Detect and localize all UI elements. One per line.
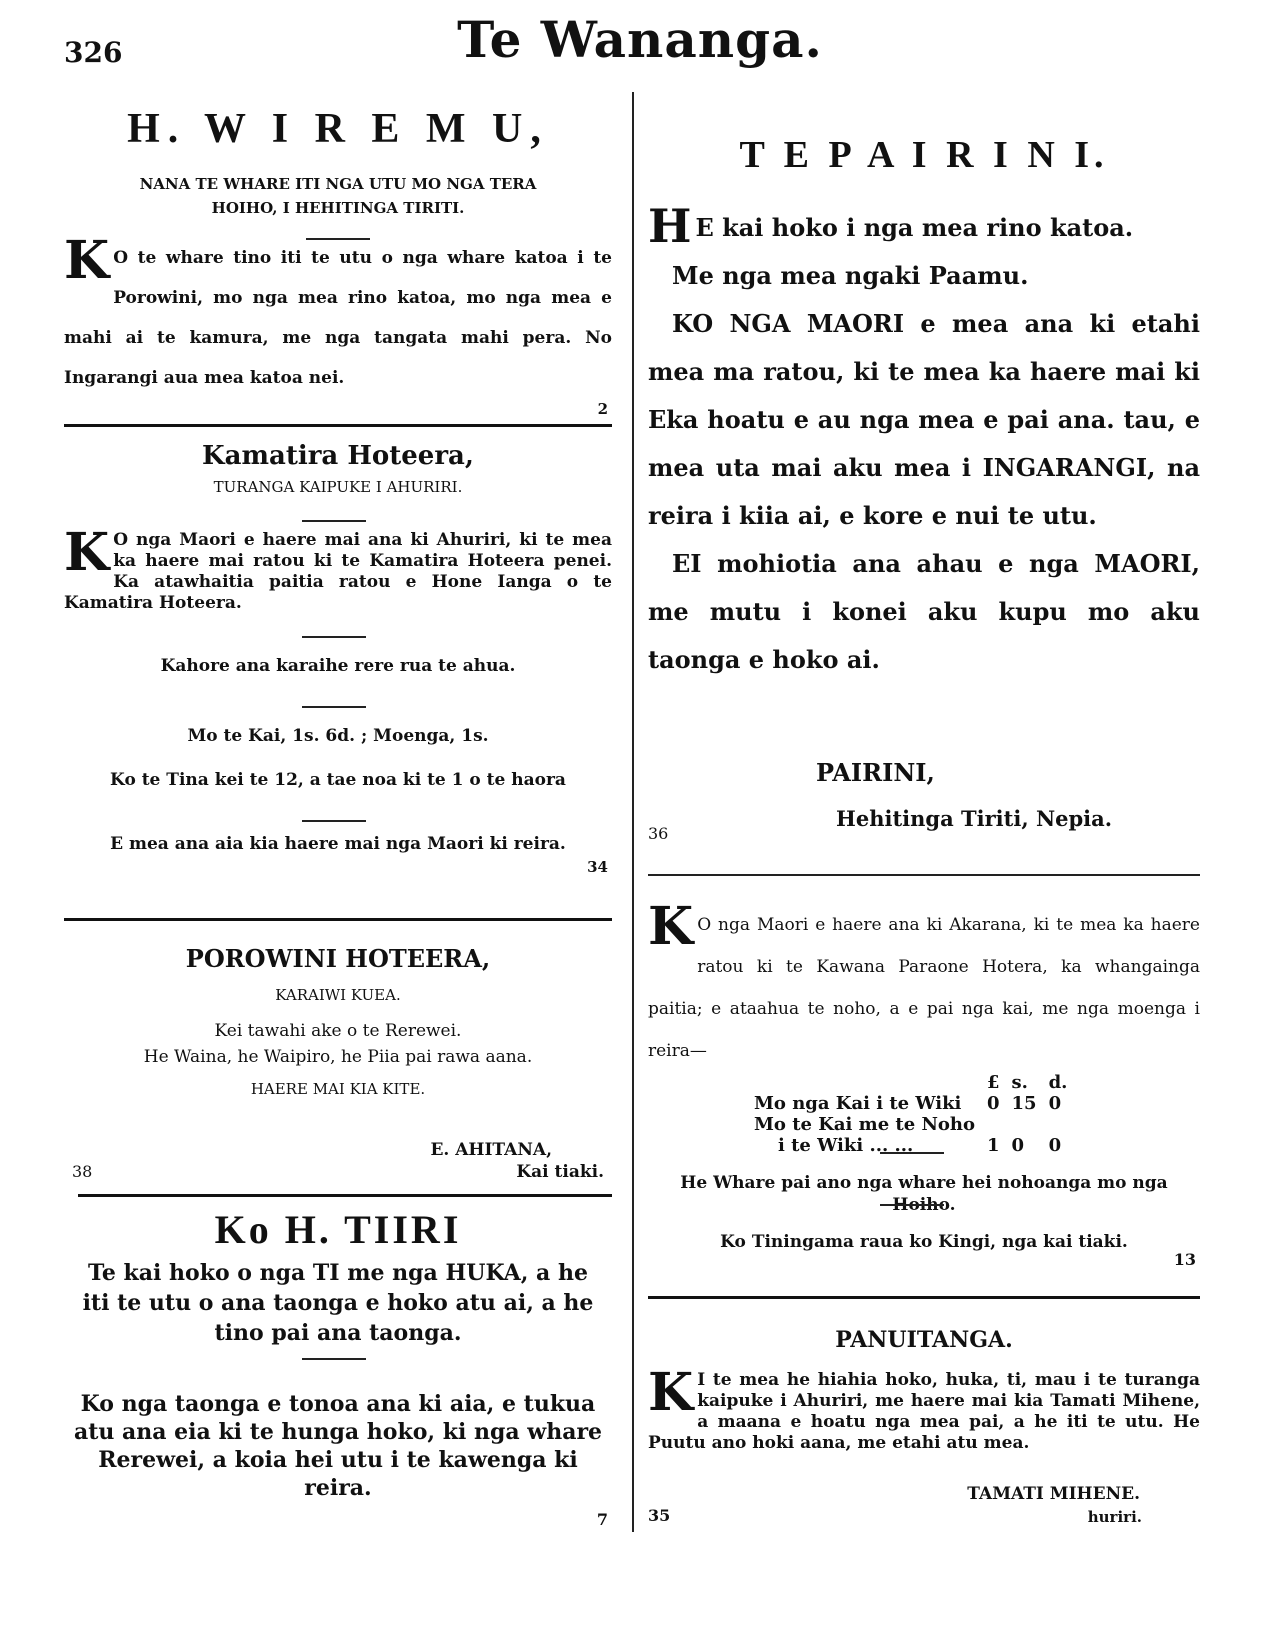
cell: 0 xyxy=(1011,1135,1025,1156)
dropcap: K xyxy=(648,1362,694,1423)
cell: 0 xyxy=(1048,1135,1062,1156)
ad-tiiri-body-2: Ko nga taonga e tonoa ana ki aia, e tukua atu ana eia ki te hunga hoko, ki nga whare Rerewei, a koia hei utu i te kawenga ki reira. xyxy=(73,1391,603,1501)
dropcap: K xyxy=(64,230,110,291)
divider xyxy=(302,706,366,708)
ad-kawana xyxy=(648,896,1200,1269)
ad-pairini-sign-1: PAIRINI, xyxy=(816,758,935,787)
ad-porowini-line-3: HAERE MAI KIA KITE. xyxy=(250,1080,426,1098)
ad-kamatira-subtitle: TURANGA KAIPUKE I AHURIRI. xyxy=(213,478,463,496)
divider xyxy=(302,1358,366,1360)
dropcap: K xyxy=(648,896,694,957)
ad-kawana-line-1: He Whare pai ano nga whare hei nohoanga mo nga Hoiho. xyxy=(680,1173,1168,1215)
section-rule xyxy=(64,424,612,427)
ad-number: 13 xyxy=(1173,1250,1196,1269)
ad-number: 36 xyxy=(648,824,669,843)
row-label: Mo te Kai me te Noho xyxy=(754,1114,975,1135)
row-label: i te Wiki ... ... xyxy=(778,1135,914,1156)
ad-kamatira-line-4: E mea ana aia kia haere mai nga Maori ki reira. xyxy=(110,834,566,854)
ad-porowini-subtitle: KARAIWI KUEA. xyxy=(275,986,401,1004)
ad-panuitanga-sign-1: TAMATI MIHENE. xyxy=(967,1484,1140,1504)
ad-tiiri xyxy=(64,1206,612,1529)
page-number: 326 xyxy=(64,36,123,69)
ad-porowini-sign-2: Kai tiaki. xyxy=(516,1162,604,1182)
ad-number: 35 xyxy=(648,1506,671,1525)
section-rule xyxy=(64,918,612,921)
ad-pairini-body-2: EI mohiotia ana ahau e nga MAORI, me mutu i konei aku kupu mo aku taonga e hoko ai. xyxy=(648,549,1200,674)
row-label: Mo nga Kai i te Wiki xyxy=(754,1093,962,1114)
divider xyxy=(302,820,366,822)
ad-kawana-body xyxy=(648,896,1200,1072)
ad-porowini-title: POROWINI HOTEERA, xyxy=(185,944,491,973)
column-divider xyxy=(632,92,634,1532)
ad-porowini-line-2: He Waina, he Waipiro, he Piia pai rawa aana. xyxy=(143,1047,533,1067)
ad-pairini-title: T E P A I R I N I. xyxy=(739,134,1109,176)
table-row xyxy=(748,1114,1073,1135)
ad-kamatira-line-3: Ko te Tina kei te 12, a tae noa ki te 1 o te haora xyxy=(110,770,566,790)
ad-panuitanga-sign-2: huriri. xyxy=(1087,1508,1142,1526)
dropcap: K xyxy=(64,522,110,583)
ad-pairini-line-2: Me nga mea ngaki Paamu. xyxy=(672,261,1029,290)
ad-number: 34 xyxy=(587,858,608,876)
col-pence: d. xyxy=(1048,1072,1068,1093)
divider xyxy=(880,1152,944,1154)
divider xyxy=(302,636,366,638)
ad-tiiri-body-1: Te kai hoko o nga TI me nga HUKA, a he iti te utu o ana taonga e hoko atu ai, a he tino pai ana taonga. xyxy=(82,1260,594,1346)
ad-panuitanga xyxy=(648,1326,1200,1526)
divider xyxy=(880,1204,944,1206)
section-rule xyxy=(648,1296,1200,1299)
body-text: E kai hoko i nga mea rino katoa. xyxy=(695,213,1134,242)
body-text: O te whare tino iti te utu o nga whare katoa i te Porowini, mo nga mea rino katoa, mo nga mea e mahi ai te kamura, me nga tangata mahi pera. No Ingarangi aua mea katoa nei. xyxy=(64,248,612,388)
dropcap: H xyxy=(648,199,692,253)
ad-wiremu-body xyxy=(64,230,612,398)
cell: 15 xyxy=(1011,1093,1037,1114)
section-rule xyxy=(648,874,1200,876)
ad-number: 38 xyxy=(72,1162,93,1181)
ad-kamatira-body xyxy=(64,522,612,614)
price-table xyxy=(748,1072,1073,1156)
ad-pairini-body-1: KO NGA MAORI e mea ana ki etahi mea ma ratou, ki te mea ka haere mai ki Eka hoatu e au nga mea e pai ana. tau, e mea uta mai aku mea i INGARANGI, na reira i kiia ai, e kore e nui te utu. xyxy=(648,309,1200,530)
table-row xyxy=(748,1093,1073,1114)
body-text: I te mea he hiahia hoko, huka, ti, mau i te turanga kaipuke i Ahuriri, me haere mai kia Tamati Mihene, a maana e hoatu nga mea pai, a he iti te utu. He Puutu ano hoki aana, me etahi atu mea. xyxy=(648,1370,1200,1453)
ad-kawana-line-2: Ko Tiningama raua ko Kingi, nga kai tiaki. xyxy=(720,1232,1128,1252)
body-text: O nga Maori e haere ana ki Akarana, ki te mea ka haere ratou ki te Kawana Paraone Hotera, ka whangainga paitia; e ataahua te noho, a e pai nga kai, me nga moenga i reira— xyxy=(648,915,1200,1061)
col-pounds: £ xyxy=(987,1072,1000,1093)
ad-panuitanga-body xyxy=(648,1362,1200,1454)
ad-pairini-line-1 xyxy=(648,199,1200,253)
ad-kamatira-title: Kamatira Hoteera, xyxy=(202,441,474,471)
ad-porowini xyxy=(64,944,612,1182)
ad-porowini-line-1: Kei tawahi ake o te Rerewei. xyxy=(214,1021,462,1041)
ad-wiremu xyxy=(64,104,612,418)
cell: 0 xyxy=(987,1093,1000,1114)
ad-number: 7 xyxy=(596,1510,608,1529)
ad-wiremu-title: H. W I R E M U, xyxy=(127,106,549,152)
divider xyxy=(306,238,370,240)
col-shillings: s. xyxy=(1011,1072,1028,1093)
cell: 0 xyxy=(1048,1093,1062,1114)
ad-panuitanga-title: PANUITANGA. xyxy=(835,1327,1013,1353)
ad-kamatira xyxy=(64,440,612,876)
page-title: Te Wananga. xyxy=(457,10,823,69)
cell: 1 xyxy=(987,1135,1000,1156)
section-rule xyxy=(78,1194,612,1197)
ad-wiremu-subtitle-1: NANA TE WHARE ITI NGA UTU MO NGA TERA xyxy=(139,175,537,193)
divider xyxy=(302,520,366,522)
ad-number: 2 xyxy=(597,400,608,418)
ad-porowini-sign-1: E. AHITANA, xyxy=(430,1140,552,1160)
ad-pairini xyxy=(648,132,1200,843)
ad-pairini-sign-2: Hehitinga Tiriti, Nepia. xyxy=(836,806,1113,831)
ad-kamatira-line-1: Kahore ana karaihe rere rua te ahua. xyxy=(160,656,516,676)
body-text: O nga Maori e haere mai ana ki Ahuriri, ki te mea ka haere mai ratou ki te Kamatira Hoteera penei. Ka atawhaitia paitia ratou e Hone Ianga o te Kamatira Hoteera. xyxy=(64,530,612,613)
ad-wiremu-subtitle-2: HOIHO, I HEHITINGA TIRITI. xyxy=(211,199,465,217)
ad-tiiri-title: Ko H. TIIRI xyxy=(214,1207,462,1252)
ad-kamatira-line-2: Mo te Kai, 1s. 6d. ; Moenga, 1s. xyxy=(187,726,489,746)
